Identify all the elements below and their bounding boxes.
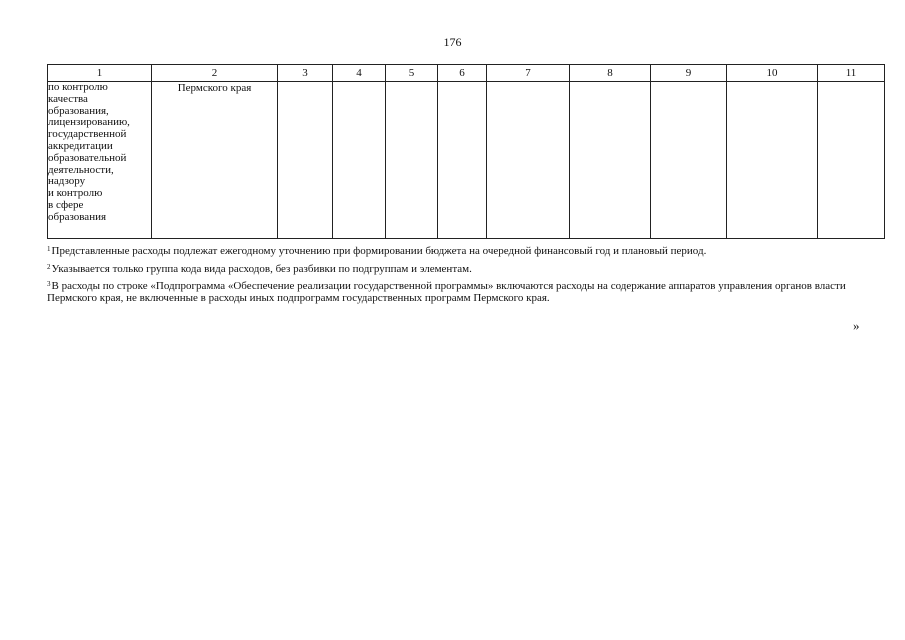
cell-line: деятельности, — [48, 163, 114, 176]
cell-line: качества — [48, 92, 88, 105]
cell-line: образования, — [48, 104, 109, 117]
column-header: 8 — [570, 65, 651, 82]
footnote — [47, 281, 867, 304]
column-header: 11 — [818, 65, 885, 82]
footnote-text: В расходы по строке «Подпрограмма «Обеспечение реализации государственной программы» включаются расходы на содержание аппаратов управления органов власти Пермского края, не включенные в расходы иных подпрограмм государственных программ Пермского края. — [47, 280, 846, 304]
column-header: 4 — [333, 65, 386, 82]
column-header: 5 — [386, 65, 438, 82]
footnote — [47, 246, 867, 258]
footnote-mark: 3 — [47, 280, 51, 288]
cell-line: и контролю — [48, 187, 103, 200]
table-cell — [570, 82, 651, 239]
footnote-text: Представленные расходы подлежат ежегодному уточнению при формировании бюджета на очередной финансовый год и плановый период. — [51, 245, 707, 257]
column-header: 3 — [278, 65, 333, 82]
column-header: 1 — [48, 65, 152, 82]
column-header: 2 — [152, 65, 278, 82]
table-cell — [651, 82, 727, 239]
cell-line: аккредитации — [48, 139, 113, 152]
cell-line: надзору — [48, 175, 86, 188]
cell-line: в сфере — [48, 198, 84, 211]
cell-line: государственной — [48, 128, 127, 141]
table-cell — [333, 82, 386, 239]
table-cell-program-name — [48, 82, 152, 239]
footnote-mark: 1 — [47, 245, 51, 253]
budget-table — [47, 64, 885, 239]
column-header: 7 — [487, 65, 570, 82]
table-cell — [278, 82, 333, 239]
column-header: 9 — [651, 65, 727, 82]
footnote-text: Указывается только группа кода вида расходов, без разбивки по подгруппам и элементам. — [51, 262, 472, 275]
column-header: 6 — [438, 65, 487, 82]
cell-line: образовательной — [48, 151, 127, 164]
table-cell — [487, 82, 570, 239]
footnote — [47, 264, 867, 276]
cell-line: лицензированию, — [48, 116, 130, 129]
cell-line: по контролю — [48, 81, 108, 93]
closing-quote-mark: » — [853, 318, 860, 333]
page-number: 176 — [443, 35, 462, 49]
footnote-mark: 2 — [47, 262, 51, 271]
table-cell — [727, 82, 818, 239]
table-cell — [818, 82, 885, 239]
table-row — [48, 82, 885, 239]
cell-line: образования — [48, 210, 107, 223]
table-cell — [438, 82, 487, 239]
table-cell-executor: Пермского края — [152, 82, 278, 239]
table-cell — [386, 82, 438, 239]
footnotes — [47, 246, 867, 310]
column-header: 10 — [727, 65, 818, 82]
header-row — [48, 65, 885, 82]
